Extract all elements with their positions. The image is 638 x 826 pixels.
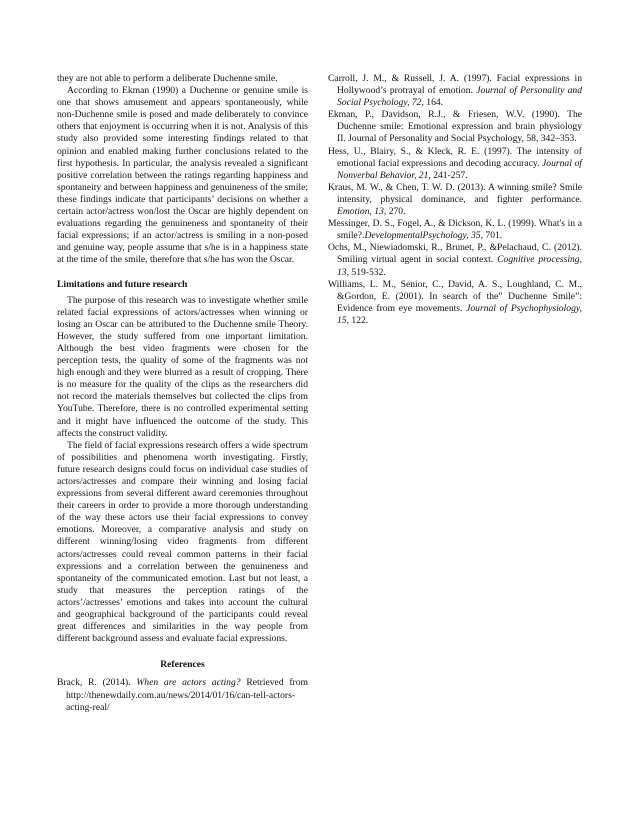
- reference-entry: [328, 242, 582, 278]
- reference-text: Brack, R. (2014).: [57, 677, 137, 689]
- reference-entry: [328, 73, 582, 109]
- body-paragraph: According to Ekman (1990) a Duchenne or genuine smile is one that shows amusement and appears spontaneously, while non-Duchenne smile is posed and made deliberately to convince others that enjoyment is occurring when it is not. Analysis of this study also provided some interesting findings related to that opinion and enabled making further conclusions related to the first hypothesis. In particular, the analysis revealed a significant positive correlation between the ratings regarding happiness and spontaneity and between happiness and genuineness of the smile; these findings indicate that participants’ decisions on whether a certain actor/actress won/lost the Oscar are highly dependent on evaluations regarding the genuineness and spontaneity of their facial expressions; if an actor/actress is smiling in a non-posed and genuine way, people assume that s/he is in a happiness state at the time of the smile, therefore that s/he has won the Oscar.: [57, 85, 308, 266]
- reference-text: , 701.: [480, 230, 503, 242]
- reference-entry: [328, 146, 582, 182]
- reference-text: 270.: [386, 206, 406, 218]
- body-paragraph: The field of facial expressions research offers a wide spectrum of possibilities and phenomena worth investigating. Firstly, future research designs could focus on individual case studies of actors/actresses and compare their winning and losing facial expressions from several different award ceremonies throughout their careers in order to provide a more thorough understanding of the way these actors use their facial expressions to convey emotions. Moreover, a comparative analysis and study on different winning/losing video fragments from different actors/actresses could reveal common patterns in their facial expressions and a correlation between the genuineness and spontaneity of the communicated emotion. Last but not least, a study that measures the perception ratings of the actors’/actresses’ emotions and takes into account the cultural and geographical background of the participants could reveal great differences and similarities in the way people from different background assess and evaluate facial expressions.: [57, 439, 308, 645]
- reference-entry: [328, 218, 582, 242]
- left-column: [57, 73, 308, 714]
- reference-text: 241-257.: [430, 169, 468, 181]
- reference-italic-text: Journal of Personality and Social Psychology, 72: [337, 85, 583, 109]
- reference-text: Ochs, M., Niewiadomski, R., Brunet, P., &Pelachaud, C. (2012). Smiling virtual agent in social context.: [328, 242, 582, 266]
- reference-text: Ekman, P., Davidson, R.J., & Friesen, W.V. (1990). The Duchenne smile: Emotional expression and brain physiology II. Journal of Personality and Social Psychology, 58, 342–353.: [328, 109, 582, 145]
- reference-entry: [57, 677, 308, 713]
- reference-entry: [328, 279, 582, 327]
- section-heading-references: References: [160, 659, 205, 671]
- reference-text: Carroll, J. M., & Russell, J. A. (1997). Facial expressions in Hollywood’s protrayal of emotion.: [328, 73, 582, 97]
- reference-entry: [328, 182, 582, 218]
- reference-italic-text: Emotion, 13,: [337, 206, 387, 218]
- reference-italic-text: Journal of Nonverbal Behavior, 21,: [337, 157, 582, 181]
- reference-italic-text: DevelopmentalPsychology, 35: [364, 230, 481, 242]
- right-column: [328, 73, 582, 327]
- reference-text: Kraus, M. W., & Chen, T. W. D. (2013). A winning smile? Smile intensity, physical dominance, and fighter performance.: [328, 181, 582, 205]
- body-paragraph: The purpose of this research was to investigate whether smile related facial expressions of actors/actresses when winning or losing an Oscar can be attributed to the Duchenne smile Theory. However, the study suffered from one important limitation. Although the best video fragments were chosen for the perception tests, the quality of some of the fragments was not high enough and they were blurred as a result of cropping. There is no measure for the quality of the clips as the researchers did not record the materials themselves but collected the clips from YouTube. Therefore, there is no controlled experimental setting and it might have influenced the outcome of the study. This affects the construct validity.: [57, 294, 308, 439]
- reference-text: Messinger, D. S., Fogel, A., & Dickson, K. L. (1999). What's in a smile?.: [328, 218, 582, 242]
- body-paragraph: they are not able to perform a deliberate Duchenne smile.: [57, 73, 278, 84]
- reference-text: , 164.: [421, 97, 444, 109]
- reference-text: , 519-532.: [346, 266, 386, 278]
- reference-text: , 122.: [346, 314, 369, 326]
- reference-italic-text: Journal of Psychophysiology, 15: [337, 302, 582, 326]
- reference-text: Retrieved from http://thenewdaily.com.au/news/2014/01/16/can-tell-actors-acting-real/: [66, 677, 309, 713]
- section-heading-limitations: Limitations and future research: [57, 278, 188, 290]
- reference-text: Williams, L. M., Senior, C., David, A. S., Loughland, C. M., &Gordon, E. (2001). In search of the” Duchenne Smile”: Evidence from eye movements.: [328, 278, 582, 314]
- reference-text: Hess, U., Blairy, S., & Kleck, R. E. (1997). The intensity of emotional facial expressions and decoding accuracy.: [328, 145, 582, 169]
- reference-entry: [328, 109, 582, 145]
- reference-italic-text: When are actors acting?: [136, 677, 241, 689]
- reference-italic-text: Cognitive processing, 13: [337, 254, 582, 278]
